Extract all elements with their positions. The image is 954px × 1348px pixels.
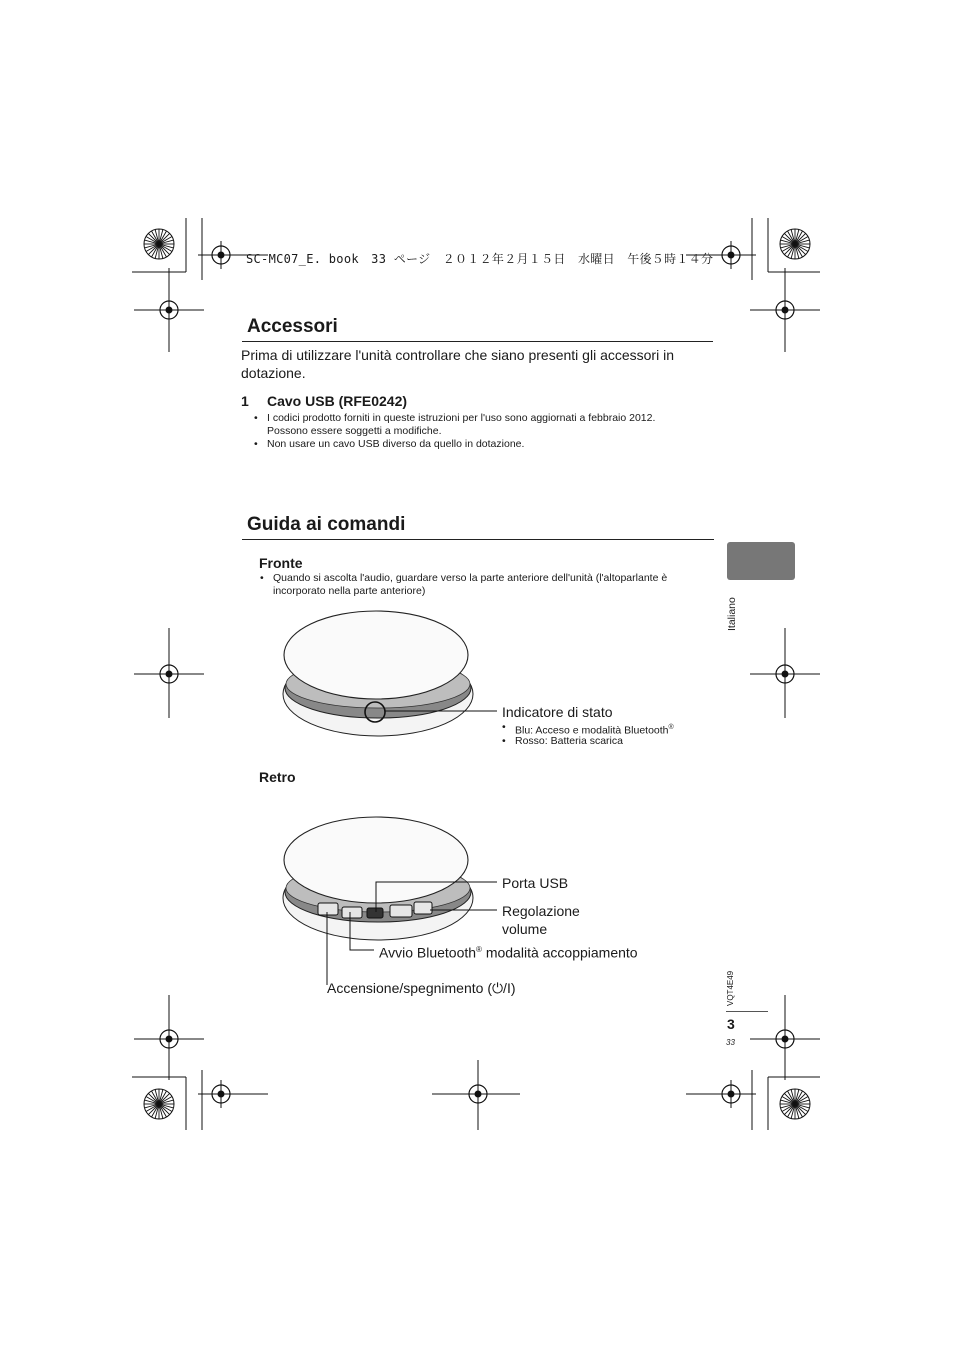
volume-label-line1: Regolazione (502, 903, 580, 919)
language-tab (727, 542, 795, 580)
indicator-bullet-blue: • Blu: Acceso e modalità Bluetooth® (515, 721, 674, 738)
back-subtitle: Retro (259, 769, 296, 785)
page-number: 3 (727, 1016, 735, 1032)
usb-port-label: Porta USB (502, 875, 569, 891)
guida-title: Guida ai comandi (247, 514, 406, 535)
print-header: SC-MC07_E. book 33 ページ ２０１２年２月１５日 水曜日 午後５時１４分 (246, 252, 714, 266)
accessori-intro: Prima di utilizzare l'unità controllare che siano presenti gli accessori in dotazione. (241, 347, 674, 381)
accessory-number: 1 (241, 393, 249, 409)
bluetooth-pairing-label: Avvio Bluetooth® modalità accoppiamento (379, 944, 638, 961)
volume-label-line2: volume (502, 921, 548, 937)
accessori-title: Accessori (247, 316, 338, 337)
front-note: • Quando si ascolta l'audio, guardare verso la parte anteriore dell'unità (l'altoparlante è incorporato nella parte anteriore) (273, 572, 703, 598)
status-indicator-label: Indicatore di stato (502, 704, 613, 720)
book-page-number: 33 (726, 1038, 735, 1047)
language-label: Italiano (726, 597, 738, 631)
doc-code: VQT4E49 (726, 970, 735, 1006)
indicator-bullet-red: • Rosso: Batteria scarica (515, 735, 623, 748)
accessori-note-2: • Non usare un cavo USB diverso da quello in dotazione. (267, 438, 697, 451)
accessori-note-1: • I codici prodotto forniti in queste istruzioni per l'uso sono aggiornati a febbraio 2012. Possono essere soggetti a modifiche. (267, 412, 697, 438)
front-subtitle: Fronte (259, 555, 303, 571)
power-label: Accensione/spegnimento (⏻/I) (327, 980, 516, 996)
page-rule (726, 1011, 768, 1012)
accessory-usb-cable: Cavo USB (RFE0242) (267, 393, 408, 409)
